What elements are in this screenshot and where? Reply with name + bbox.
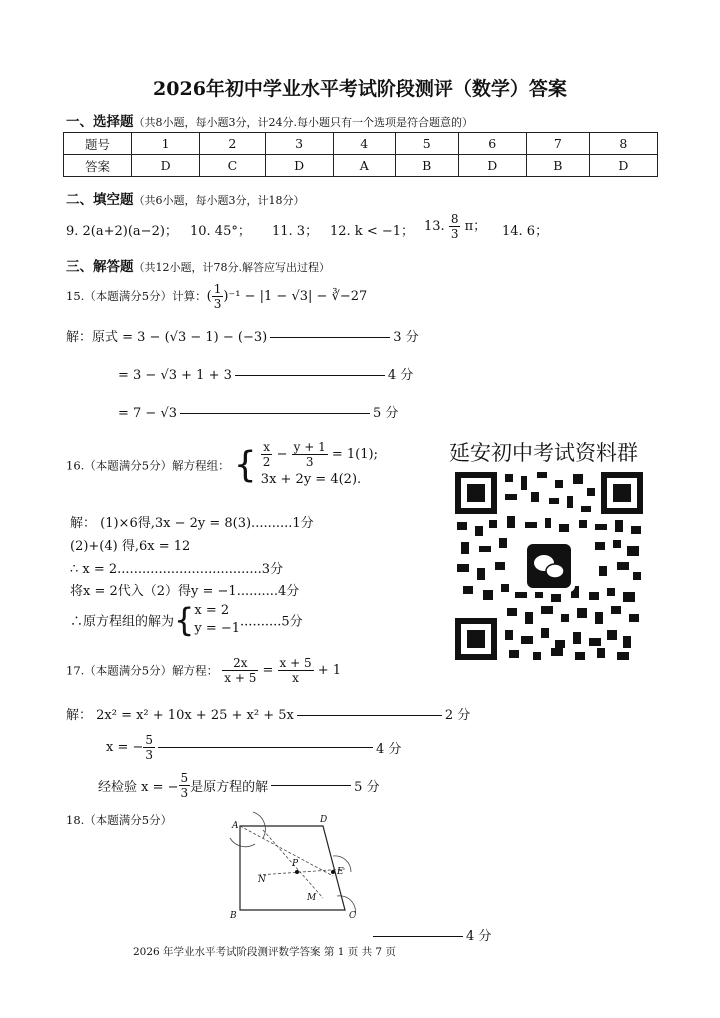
denominator: 3 (450, 227, 459, 241)
table-cell: 8 (589, 133, 657, 155)
q15-head: 15.（本题满分5分）计算： (66, 289, 207, 303)
table-cell: 2 (200, 133, 265, 155)
q15-step-2 (118, 364, 413, 383)
point-p (295, 870, 299, 874)
q16-step-1: 解： (1)×6得,3x − 2y = 8(3)..........1分 (70, 516, 314, 531)
q16-step-5 (70, 602, 303, 638)
qr-code-image (455, 472, 643, 660)
numerator: 5 (145, 733, 154, 747)
score: 5 分 (373, 406, 399, 421)
q17-step-1-text: 解： 2x² = x² + 10x + 25 + x² + 5x (66, 708, 294, 723)
q16-head: 16.（本题满分5分）解方程组： (66, 458, 230, 473)
dash-line (180, 413, 370, 414)
label-p: P (292, 859, 299, 869)
fraction (222, 656, 258, 685)
q18-geometry-figure (225, 808, 370, 923)
q17-step-2 (106, 733, 401, 762)
score: 4 分 (376, 742, 402, 757)
table-cell: D (589, 155, 657, 177)
section-1-heading (66, 110, 473, 130)
table-row (64, 155, 658, 177)
table-row (64, 133, 658, 155)
q16-eq-2: 3x + 2y = 4(2). (260, 472, 362, 487)
dash-line (235, 375, 385, 376)
section-2-note: （共6小题，每小题3分，计18分） (133, 194, 305, 207)
denominator: x (292, 671, 299, 685)
score: 4 分 (466, 929, 492, 944)
section-2-heading (66, 188, 305, 208)
fraction (143, 733, 155, 762)
q17-step-2-text: x = − (106, 740, 144, 755)
section-3-note: （共12小题，计78分.解答应写出过程） (133, 261, 330, 274)
section-1-label: 一、选择题 (66, 114, 134, 130)
fraction (449, 212, 461, 241)
brace: { (174, 601, 195, 639)
q16-step-4: 将x = 2代入（2）得y = −1..........4分 (70, 584, 300, 599)
label-a: A (232, 821, 239, 831)
section-3-label: 三、解答题 (66, 259, 134, 275)
score: 3 分 (393, 330, 419, 345)
table-head-answer: 答案 (64, 155, 132, 177)
fraction (278, 656, 314, 685)
q17-step-3-text: 经检验 x = − (98, 780, 179, 795)
fill-q12: 12. k < −1； (330, 224, 415, 239)
q17-step-3-tail: 是原方程的解 (190, 780, 269, 795)
table-cell: 1 (132, 133, 200, 155)
table-cell: 3 (265, 133, 333, 155)
fraction (212, 282, 224, 311)
table-cell: 5 (395, 133, 458, 155)
table-cell: D (265, 155, 333, 177)
score: 2 分 (444, 708, 471, 723)
table-cell: D (458, 155, 526, 177)
table-cell: D (132, 155, 200, 177)
numerator: y + 1 (293, 440, 326, 454)
section-1-note: （共8小题，每小题3分，计24分.每小题只有一个选项是符合题意的） (133, 116, 473, 129)
table-head-number: 题号 (64, 133, 132, 155)
fill-q11: 11. 3； (272, 224, 319, 239)
q16-step-3: ∴ x = 2...................................3分 (70, 562, 284, 577)
table-cell: 4 (333, 133, 395, 155)
page-footer: 2026 年学业水平考试阶段测评数学答案 第 1 页 共 7 页 (133, 946, 396, 958)
q16-eq-1-tail: = 1(1); (331, 447, 378, 462)
fill-q13 (424, 212, 486, 241)
q16-solution (194, 602, 240, 638)
score: 4 分 (387, 368, 414, 383)
q16-step-5-tail: ..........5分 (240, 614, 303, 630)
q18-score-line (370, 925, 491, 944)
fraction (261, 440, 273, 469)
section-2-label: 二、填空题 (66, 192, 134, 208)
dash-line (158, 747, 373, 748)
table-cell: A (333, 155, 395, 177)
numerator: 1 (213, 282, 222, 296)
denominator: 2 (262, 455, 271, 469)
arc (230, 838, 255, 847)
qr-title: 延安初中考试资料群 (449, 441, 638, 465)
dash-line (270, 337, 390, 338)
numerator: 2x (222, 656, 258, 671)
fill-q13-prefix: 13. (424, 219, 445, 234)
fill-q9: 9. 2(a+2)(a−2)； (66, 224, 178, 239)
q18-head: 18.（本题满分5分） (66, 813, 173, 827)
q17-head: 17.（本题满分5分）解方程： (66, 663, 219, 678)
label-c: C (349, 911, 356, 921)
q16-eq-1: $\frac{x}{2}$ − $\frac{y + 1}{3}$ = 1(1); (262, 440, 378, 469)
label-m: M (307, 893, 317, 903)
label-b: B (230, 911, 237, 921)
fill-q10: 10. 45°； (190, 224, 251, 239)
dash-line (271, 785, 351, 786)
q16-step-2: (2)+(4) 得,6x = 12 (70, 539, 191, 554)
table-cell: B (526, 155, 589, 177)
brace: { (233, 444, 257, 486)
numerator: 8 (450, 212, 459, 226)
q15-step-3-text: = 7 − √3 (118, 406, 178, 421)
q16-step-5-text: ∴原方程组的解为 (70, 614, 175, 630)
q15-question: 15.（本题满分5分）计算：( $\frac{1}{3}$ )⁻¹ − |1 − √3| − ∛−27 (66, 282, 368, 311)
table-cell: 7 (526, 133, 589, 155)
q15-step-1 (66, 326, 419, 345)
denominator: 3 (145, 748, 154, 762)
fraction (179, 771, 191, 800)
q16-system (261, 440, 378, 491)
q15-step-2-text: = 3 − √3 + 1 + 3 (118, 368, 232, 383)
denominator: 3 (180, 786, 189, 800)
q17-question: 17.（本题满分5分）解方程： $\frac{2x}{x + 5}$ = $\frac{x + 5}{x}$ + 1 (66, 656, 342, 685)
page-title: 2026年初中学业水平考试阶段测评（数学）答案 (153, 78, 567, 100)
score: 5 分 (354, 780, 380, 795)
label-e: E (337, 867, 344, 877)
numerator: x (261, 440, 273, 455)
q15-step-1-text: 解：原式 = 3 − (√3 − 1) − (−3) (66, 330, 268, 345)
q17-tail: + 1 (317, 663, 342, 678)
label-n: N (258, 875, 266, 885)
q17-step-1 (66, 704, 470, 723)
denominator: 3 (305, 455, 314, 469)
dash-line (373, 936, 463, 937)
table-cell: B (395, 155, 458, 177)
section-3-heading (66, 255, 330, 275)
numerator: 5 (180, 771, 189, 785)
q16-question (66, 440, 378, 491)
denominator: 3 (213, 297, 222, 311)
fraction (292, 440, 328, 469)
table-cell: 6 (458, 133, 526, 155)
table-cell: C (200, 155, 265, 177)
point-e (331, 870, 335, 874)
q17-step-3 (98, 771, 380, 800)
denominator: x + 5 (224, 671, 257, 685)
dash-line (297, 715, 442, 716)
numerator: x + 5 (279, 656, 312, 670)
q15-expr: )⁻¹ − |1 − √3| − ∛−27 (223, 289, 368, 304)
q16-solution-y: y = −1 (194, 621, 241, 636)
q15-step-3 (118, 402, 398, 421)
fill-q13-suffix: π； (464, 219, 487, 234)
answer-table (63, 132, 658, 177)
q16-solution-x: x = 2 (194, 603, 230, 618)
fill-q14: 14. 6； (502, 224, 549, 239)
construction-line (240, 826, 333, 876)
label-d: D (320, 815, 328, 825)
